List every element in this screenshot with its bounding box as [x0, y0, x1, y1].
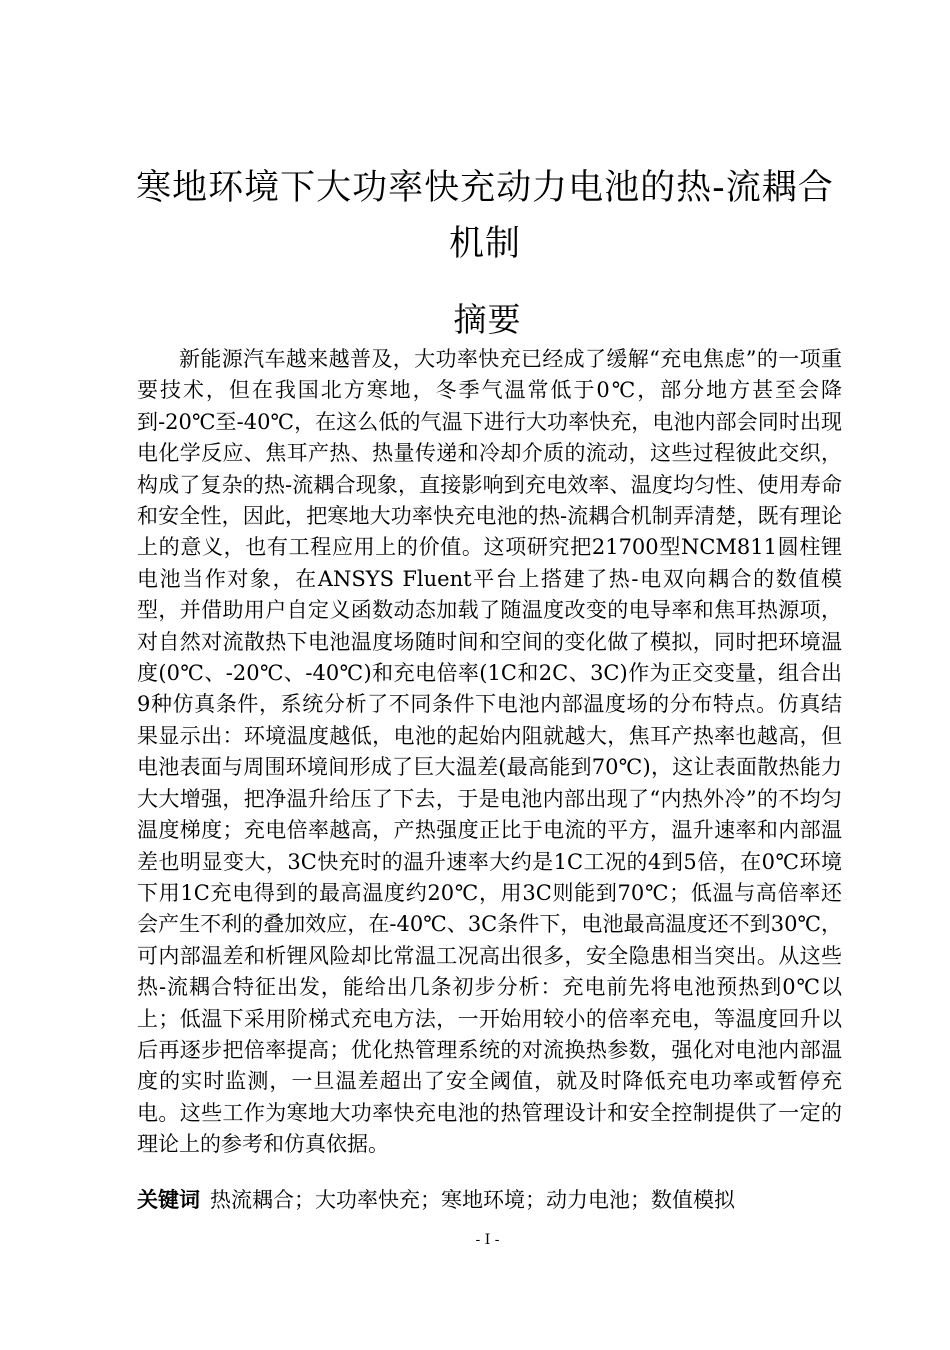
keywords-label: 关键词 — [137, 1188, 200, 1212]
abstract-heading: 摘要 — [453, 300, 522, 339]
page-number: - I - — [475, 1232, 500, 1248]
keywords-line — [137, 1184, 842, 1216]
keywords-text: 热流耦合；大功率快充；寒地环境；动力电池；数值模拟 — [210, 1188, 735, 1212]
abstract-body: 新能源汽车越来越普及，大功率快充已经成了缓解“充电焦虑”的一项重要技术，但在我国北方寒地，冬季气温常低于0℃，部分地方甚至会降到-20℃至-40℃，在这么低的气温下进行大功率快充，电池内部会同时出现电化学反应、焦耳产热、热量传递和冷却介质的流动，这些过程彼此交织，构成了复杂的热-流耦合现象，直接影响到充电效率、温度均匀性、使用寿命和安全性，因此，把寒地大功率快充电池的热-流耦合机制弄清楚，既有理论上的意义，也有工程应用上的价值。这项研究把21700型NCM811圆柱锂电池当作对象，在ANSYS Fluent平台上搭建了热-电双向耦合的数值模型，并借助用户自定义函数动态加载了随温度改变的电导率和焦耳热源项，对自然对流散热下电池温度场随时间和空间的变化做了模拟，同时把环境温度(0℃、-20℃、-40℃)和充电倍率(1C和2C、3C)作为正交变量，组合出9种仿真条件，系统分析了不同条件下电池内部温度场的分布特点。仿真结果显示出：环境温度越低，电池的起始内阻就越大，焦耳产热率也越高，但电池表面与周围环境间形成了巨大温差(最高能到70℃)，这让表面散热能力大大增强，把净温升给压了下去，于是电池内部出现了“内热外冷”的不均匀温度梯度；充电倍率越高，产热强度正比于电流的平方，温升速率和内部温差也明显变大，3C快充时的温升速率大约是1C工况的4到5倍，在0℃环境下用1C充电得到的最高温度约20℃，用3C则能到70℃；低温与高倍率还会产生不利的叠加效应，在-40℃、3C条件下，电池最高温度还不到30℃，可内部温差和析锂风险却比常温工况高出很多，安全隐患相当突出。从这些热-流耦合特征出发，能给出几条初步分析：充电前先将电池预热到0℃以上；低温下采用阶梯式充电方法，一开始用较小的倍率充电，等温度回升以后再逐步把倍率提高；优化热管理系统的对流换热参数，强化对电池内部温度的实时监测，一旦温差超出了安全阈值，就及时降低充电功率或暂停充电。这些工作为寒地大功率快充电池的热管理设计和安全控制提供了一定的理论上的参考和仿真依据。 — [137, 347, 842, 1157]
paper-title: 寒地环境下大功率快充动力电池的热-流耦合机制 — [136, 168, 834, 264]
